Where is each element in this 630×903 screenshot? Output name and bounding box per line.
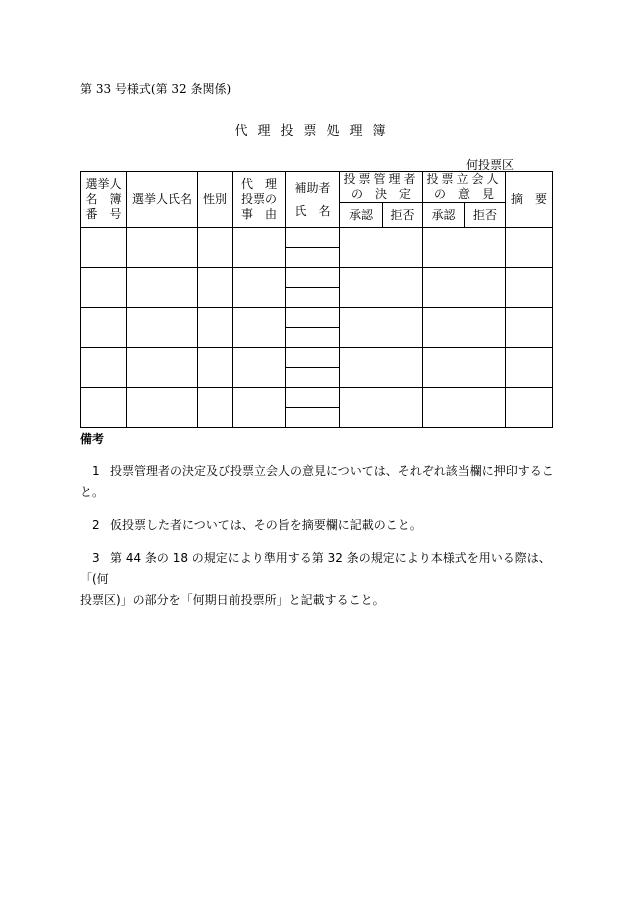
header-witness-reject: 拒否 xyxy=(465,203,506,228)
cell-voter-number[interactable] xyxy=(81,348,127,388)
cell-voter-name[interactable] xyxy=(127,268,198,308)
header-proxy-reason: 代 理 投票の 事 由 xyxy=(233,172,286,228)
cell-witness-opinion[interactable] xyxy=(423,348,506,388)
header-voter-number: 選挙人 名 簿 番 号 xyxy=(81,172,127,228)
cell-assistant-2[interactable] xyxy=(286,328,340,348)
cell-voter-name[interactable] xyxy=(127,348,198,388)
cell-voter-name[interactable] xyxy=(127,308,198,348)
header-assistant-name: 補助者 氏 名 xyxy=(286,172,340,228)
cell-assistant-1[interactable] xyxy=(286,348,340,368)
cell-voter-number[interactable] xyxy=(81,268,127,308)
table-row xyxy=(81,348,553,368)
table-row xyxy=(81,308,553,328)
cell-voter-name[interactable] xyxy=(127,228,198,268)
cell-manager-decision[interactable] xyxy=(340,228,423,268)
header-witness-approve: 承認 xyxy=(423,203,465,228)
form-number: 第 33 号様式(第 32 条関係) xyxy=(80,82,232,96)
cell-witness-opinion[interactable] xyxy=(423,268,506,308)
cell-voter-name[interactable] xyxy=(127,388,198,428)
cell-assistant-1[interactable] xyxy=(286,388,340,408)
cell-remarks[interactable] xyxy=(506,348,553,388)
header-manager-approve: 承認 xyxy=(340,203,383,228)
header-voter-name: 選挙人氏名 xyxy=(127,172,198,228)
cell-remarks[interactable] xyxy=(506,268,553,308)
cell-assistant-1[interactable] xyxy=(286,268,340,288)
header-remarks: 摘 要 xyxy=(506,172,553,228)
polling-district-label: 何投票区 xyxy=(466,158,515,172)
cell-witness-opinion[interactable] xyxy=(423,308,506,348)
cell-proxy-reason[interactable] xyxy=(233,388,286,428)
document-title: 代理投票処理簿 xyxy=(234,124,396,139)
cell-voter-number[interactable] xyxy=(81,388,127,428)
table-row xyxy=(81,228,553,248)
cell-witness-opinion[interactable] xyxy=(423,228,506,268)
proxy-vote-register-table xyxy=(80,171,553,428)
cell-gender[interactable] xyxy=(198,308,233,348)
note-item: 3 第 44 条の 18 の規定により準用する第 32 条の規定により本様式を用いる際は、「(何 xyxy=(80,551,551,586)
table-row xyxy=(81,388,553,408)
cell-manager-decision[interactable] xyxy=(340,308,423,348)
note-item: 2 仮投票した者については、その旨を摘要欄に記載のこと。 xyxy=(92,518,422,532)
cell-assistant-2[interactable] xyxy=(286,408,340,428)
header-manager-reject: 拒否 xyxy=(383,203,423,228)
cell-proxy-reason[interactable] xyxy=(233,308,286,348)
cell-proxy-reason[interactable] xyxy=(233,348,286,388)
cell-assistant-1[interactable] xyxy=(286,228,340,248)
cell-assistant-1[interactable] xyxy=(286,308,340,328)
cell-manager-decision[interactable] xyxy=(340,388,423,428)
table-row xyxy=(81,268,553,288)
notes-title: 備考 xyxy=(80,432,105,446)
cell-gender[interactable] xyxy=(198,268,233,308)
cell-gender[interactable] xyxy=(198,388,233,428)
cell-remarks[interactable] xyxy=(506,308,553,348)
cell-remarks[interactable] xyxy=(506,388,553,428)
cell-proxy-reason[interactable] xyxy=(233,268,286,308)
cell-manager-decision[interactable] xyxy=(340,268,423,308)
cell-witness-opinion[interactable] xyxy=(423,388,506,428)
notes-section xyxy=(80,430,560,623)
cell-manager-decision[interactable] xyxy=(340,348,423,388)
cell-voter-number[interactable] xyxy=(81,308,127,348)
cell-voter-number[interactable] xyxy=(81,228,127,268)
header-manager-decision: 投票管理者 の 決 定 xyxy=(340,172,423,203)
header-witness-opinion: 投票立会人 の 意 見 xyxy=(423,172,506,203)
note-item: 1 投票管理者の決定及び投票立会人の意見については、それぞれ該当欄に押印すること。 xyxy=(80,464,554,499)
header-gender: 性別 xyxy=(198,172,233,228)
cell-gender[interactable] xyxy=(198,348,233,388)
cell-remarks[interactable] xyxy=(506,228,553,268)
cell-proxy-reason[interactable] xyxy=(233,228,286,268)
cell-assistant-2[interactable] xyxy=(286,368,340,388)
cell-assistant-2[interactable] xyxy=(286,248,340,268)
note-item-continuation: 投票区)」の部分を「何期日前投票所」と記載すること。 xyxy=(80,593,385,607)
cell-assistant-2[interactable] xyxy=(286,288,340,308)
cell-gender[interactable] xyxy=(198,228,233,268)
